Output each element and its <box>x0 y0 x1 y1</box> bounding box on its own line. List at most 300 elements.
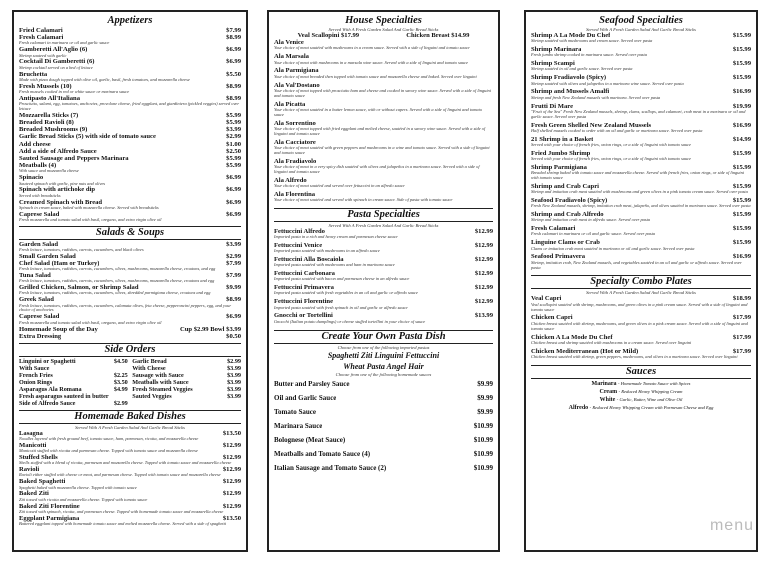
item-description: Shrimp sautéed in oil and garlic sauce. Served over pasta <box>531 66 633 72</box>
side-name: Sausage with Sauce <box>132 371 184 379</box>
item-description: Served with your choice of french fries, onion rings, or a side of linguini with tomato sauce <box>531 155 692 161</box>
item-name: Fettuccini Venice <box>274 241 323 249</box>
sauce-line <box>531 388 751 396</box>
watermark-logo: menu <box>709 517 754 534</box>
item-price: $5.99 <box>226 118 241 126</box>
item-price: $1.00 <box>226 140 241 148</box>
side-name: With Cheese <box>132 364 166 372</box>
menu-item <box>19 126 241 133</box>
side-name: Meatballs with Sauce <box>132 378 189 386</box>
item-name: Fried Jumbo Shrimp <box>531 149 591 157</box>
side-right <box>132 365 241 372</box>
item-gap <box>531 270 751 272</box>
item-description: Fresh lettuce, tomatoes, radishes, carrots, cucumbers, and black olives <box>19 246 144 252</box>
pasta-subtitle: Served With A Fresh Garden Salad And Garlic Bread Sticks <box>328 222 439 228</box>
seafood-list <box>531 32 751 272</box>
item-name: Gamberetti All'Aglio (6) <box>19 46 88 54</box>
sauce-name: Alfredo <box>568 404 589 411</box>
item-gap <box>531 360 751 362</box>
item-price: $5.99 <box>226 162 241 170</box>
item-name: Baked Spaghetti <box>19 478 66 486</box>
item-description: Clams or imitation crab meat sautéed in marinara or oil and garlic sauce. Served over pasta <box>531 245 695 251</box>
item-description: Veal scallopini sautéed with shrimp, mushrooms, and green olives in a pink cream sauce. Served with a side of linguini and tomato sauce <box>531 301 748 312</box>
item-name: Garlic Bread Sticks (5) with side of tomato sauce <box>19 133 156 141</box>
sauce-line <box>531 396 751 404</box>
item-description: Ravioli either stuffed with cheese or meat, and parmesan cheese. Topped with tomato sauce and mozzarella cheese <box>19 472 221 478</box>
item-price: $12.99 <box>474 241 493 249</box>
item-description: Chicken breast sautéed with shrimp, green peppers, mushrooms, and olives in a marinara sauce. Served over linguini <box>531 353 738 359</box>
item-description: Your choice of meat in a very spicy dish sautéed with olives and jalapeños in a marinara sauce. Served with a side of linguini and tomato sauce <box>274 163 480 174</box>
item-description: With sauce and mozzarella cheese <box>19 168 79 174</box>
own-item <box>274 419 493 433</box>
item-price: $3.99 <box>226 126 241 134</box>
side-row <box>19 372 241 379</box>
item-name: Chicken A La Mode Du Chef <box>531 333 613 341</box>
side-name: Sauted Veggies <box>132 392 172 400</box>
sauce-line <box>531 404 751 412</box>
item-price: $15.99 <box>732 211 751 219</box>
item-name: Fettuccini Carbonara <box>274 270 335 278</box>
item-name: Cocktail Di Gamberetti (6) <box>19 58 95 66</box>
item-description: Your choice of meat breaded then topped with tomato sauce and mozzarella cheese and baked. Served over linguini <box>274 73 477 79</box>
side-price: $3.99 <box>227 392 241 400</box>
item-price: $10.99 <box>473 435 493 444</box>
item-name: Add cheese <box>19 140 51 148</box>
side-name: Side of Alfredo Sauce <box>19 399 76 407</box>
item-description: Shrimp sauteed with garlic <box>19 52 67 58</box>
side-name: French Fries <box>19 371 53 379</box>
combo-list <box>531 295 751 361</box>
side-name: Fresh asparagus sauteed in butter <box>19 392 109 400</box>
item-name: Shrimp A La Mode Du Chef <box>531 32 611 39</box>
item-price: $9.99 <box>477 407 493 416</box>
own-heading: Create Your Own Pasta Dish <box>274 330 493 344</box>
side-name: With Sauce <box>19 364 50 372</box>
item-description: Fresh lettuce, tomatoes, radishes, carrots, cucumbers, olives, mushrooms, mozzarella cheese, croutons and egg <box>19 278 215 284</box>
menu-item <box>19 133 241 140</box>
item-price: $15.99 <box>732 239 751 247</box>
item-description: Fresh mussels cooked in red or white sauce or marinara sauce <box>19 88 130 94</box>
item-name: Shrimp and Crab Alfredo <box>531 211 604 219</box>
item-name: Breaded Mushrooms (9) <box>19 126 88 134</box>
item-description: Shrimp cocktail served on a bed of lettuce <box>19 64 93 70</box>
item-price: $0.50 <box>226 332 241 340</box>
item-price: $6.99 <box>226 198 241 206</box>
item-description: Shrimp, imitation crab, New Zealand mussels, and vegetables sautéed in an oil and garlic or alfredo sauce. Served over pasta <box>531 259 742 270</box>
item-price: $16.99 <box>732 253 751 261</box>
item-name: Add a side of Alfredo Sauce <box>19 147 97 155</box>
item-description: Fresh mozzarella and tomato salad with basil, oregano, and extra virgin olive oil <box>19 216 162 222</box>
item-description: Shrimp and imitation crab meat sautéed with mushrooms and green olives in a pink tomato cream sauce. Served over pasta <box>531 189 748 195</box>
item-name: Shrimp Marinara <box>531 46 582 54</box>
own-item <box>274 433 493 447</box>
item-name: Ala Picatta <box>274 100 306 108</box>
sauces-list <box>531 380 751 412</box>
side-price: $4.50 <box>113 357 128 365</box>
item-price: $3.99 <box>226 240 241 248</box>
own-choose-pasta: Choose from one of the following imported pastas <box>337 344 430 350</box>
sauce-name: Marinara <box>591 380 617 387</box>
item-price: $13.99 <box>474 312 493 320</box>
chicken-price: $14.99 <box>451 32 470 39</box>
item-price: $15.99 <box>732 197 751 205</box>
item-name: Shrimp and Mussels Amalfi <box>531 88 610 96</box>
item-price: $17.99 <box>732 333 751 341</box>
item-description: Shrimp sautéed with mushrooms and cream sauce. Served over pasta <box>531 38 653 44</box>
sauce-line <box>531 380 751 388</box>
seafood-subtitle: Served With A Fresh Garden Salad And Garlic Bread Sticks <box>586 27 696 32</box>
item-description: Imported pasta sautéed with fresh spinach in oil and garlic or alfredo sauce <box>274 304 408 310</box>
item-price: $15.99 <box>732 225 751 233</box>
item-description: Fresh New Zealand mussels, shrimp, imitation crab meat, jalapeño, and olives sautéed in marinara sauce. Served over pasta <box>531 203 751 209</box>
item-description: Imported pasta in a rich and heavy cream and parmesan cheese sauce <box>274 234 398 240</box>
pasta-choices-1: Spaghetti Ziti Linguini Fettuccini <box>327 350 440 360</box>
item-price: $18.99 <box>732 295 751 303</box>
item-name: Shrimp Scampi <box>531 60 575 68</box>
item-description: Fresh lettuce, tomatoes, radishes, carrots, cucumbers, olives, mushrooms, mozzarella cheese, croutons, and egg <box>19 266 216 272</box>
sauce-description: - Reduced Heavy Whipping Cream <box>618 388 683 394</box>
item-description: Manicotti stuffed with ricotta and parmesan cheese. Topped with tomato sauce and mozzarella cheese <box>19 448 198 454</box>
item-description: Chicken breast and shrimp sautéed with mushrooms in a cream sauce. Served over linguini <box>531 339 692 345</box>
item-name: Marinara Sauce <box>274 421 323 430</box>
item-price: $2.50 <box>226 147 241 155</box>
item-price: $9.99 <box>477 379 493 388</box>
item-description: Spinach in cream sauce, baked with mozzarella cheese. Served with breadsticks <box>19 204 159 210</box>
item-name: Veal Capri <box>531 295 562 303</box>
item-price: $13.50 <box>222 514 241 522</box>
seafood-heading: Seafood Specialties <box>599 15 683 26</box>
item-name: Grilled Chicken, Salmon, or Shrimp Salad <box>19 284 139 292</box>
item-description: Sauteed spinach with garlic, pine nuts and olives <box>19 180 106 186</box>
item-price: $10.99 <box>473 449 493 458</box>
item-price: $5.99 <box>226 154 241 162</box>
own-item <box>274 377 493 391</box>
item-price: $8.99 <box>226 82 241 90</box>
item-name: Fresh Calamari <box>19 34 64 42</box>
item-name: Ala Parmigiana <box>274 67 319 75</box>
item-name: Small Garden Salad <box>19 252 76 260</box>
item-name: Greek Salad <box>19 296 54 304</box>
item-price: $15.99 <box>732 74 751 82</box>
item-price: $8.99 <box>226 34 241 42</box>
item-description: Your choice of meat sautéed in a butter lemon sauce, with or without capers. Served with a side of linguini and tomato sauce <box>274 106 483 117</box>
item-name: Manicotti <box>19 442 47 450</box>
item-description: Fresh jumbo shrimp cooked in marinara sauce. Served over pasta <box>531 52 647 58</box>
item-name: Ravioli <box>19 466 40 474</box>
item-price: $12.99 <box>222 490 241 498</box>
side-left <box>19 393 128 400</box>
item-description: Half shelled mussels cooked to order with an oil and garlic or marinara sauce. Served over pasta <box>531 127 703 133</box>
menu-column-middle <box>267 10 500 552</box>
item-name: Chicken Capri <box>531 314 573 322</box>
item-price: $12.99 <box>474 270 493 278</box>
own-choose-sauce: Choose from one of the following homemade sauces <box>335 371 432 377</box>
menu-item <box>19 112 241 119</box>
item-price: $12.99 <box>474 298 493 306</box>
side-left <box>19 372 128 379</box>
own-list <box>274 377 493 475</box>
baked-subtitle: Served With A Fresh Garden Salad And Garlic Bread Sticks <box>75 424 185 430</box>
item-price: $7.99 <box>226 272 241 280</box>
side-name: Fresh Steamed Veggies <box>132 385 193 393</box>
salads-list <box>19 241 241 340</box>
menu-item <box>19 253 241 260</box>
item-name: Seafood Primavera <box>531 253 586 261</box>
item-price: $15.99 <box>732 163 751 171</box>
side-price: $2.99 <box>113 399 128 407</box>
own-item <box>274 391 493 405</box>
side-name: Asparagus Ala Romana <box>19 385 82 393</box>
item-name: Shrimp Fradiavolo (Spicy) <box>531 74 607 82</box>
item-name: Fresh Mussels (10) <box>19 82 72 90</box>
own-item <box>274 447 493 461</box>
item-price: $8.99 <box>226 296 241 304</box>
side-price: $3.50 <box>113 378 128 386</box>
own-item <box>274 461 493 475</box>
item-price: $9.99 <box>226 284 241 292</box>
menu-column-left <box>12 10 248 552</box>
side-left <box>19 386 128 393</box>
item-name: Spinacio <box>19 174 44 182</box>
item-name: Ala Marsala <box>274 53 309 61</box>
menu-item <box>19 326 241 333</box>
item-description: Your choice of meat with mushrooms in a marsala wine sauce. Served with a side of linguini and tomato sauce <box>274 59 469 65</box>
pasta-heading: Pasta Specialties <box>274 208 493 222</box>
item-name: Baked Ziti Florentine <box>19 502 80 510</box>
item-price: $6.99 <box>226 186 241 194</box>
item-description: Your choice of meat sautéed and served over fettuccini in an alfredo sauce <box>274 182 405 188</box>
item-price: $16.99 <box>732 88 751 96</box>
item-name: Breaded Ravioli (8) <box>19 118 74 126</box>
item-price: $12.99 <box>222 454 241 462</box>
item-name: Ala Cacciatore <box>274 138 316 146</box>
item-price: $14.99 <box>732 135 751 143</box>
side-row <box>19 358 241 365</box>
item-name: Seafood Fradiavolo (Spicy) <box>531 197 608 205</box>
item-name: Italian Sausage and Tomato Sauce (2) <box>274 463 387 472</box>
item-description: Gnocchi (Italian potato dumplings) or cheese stuffed tortellini in your choice of sauce <box>274 318 426 324</box>
side-price: $3.99 <box>227 371 241 379</box>
item-name: Mozzarella Sticks (7) <box>19 111 79 119</box>
item-description: Ziti tossed with ricotta and mozzarella cheese. Topped with tomato sauce <box>19 496 148 502</box>
baked-heading: Homemade Baked Dishes <box>19 410 241 424</box>
side-right <box>132 393 241 400</box>
side-name: Garlic Bread <box>132 357 167 365</box>
item-description: Chicken breast sautéed with shrimp, mushrooms, and green olives in a pink cream sauce. Served with a side of linguini and tomato sauce <box>531 320 748 331</box>
item-name: Extra Dressing <box>19 332 62 340</box>
side-price: $3.99 <box>227 364 241 372</box>
item-description: Prosciutto, salami, egg, tomatoes, anchovies, provolone cheese, fried eggplant, and giardiniera (pickled veggies) served over lettuce <box>19 100 240 111</box>
item-description: "Fruit of the Sea" Fresh New Zealand mussels, shrimp, clams, scallops, and calamari, crab meat in a marinara or oil and garlic sauce. Served over pasta <box>531 108 746 119</box>
sauces-heading: Sauces <box>531 365 751 379</box>
pasta-choices-2: Wheat Pasta Angel Hair <box>343 361 424 371</box>
own-item <box>274 405 493 419</box>
item-name: Linguine Clams or Crab <box>531 239 600 247</box>
item-name: Meatballs (4) <box>19 162 57 170</box>
item-name: Meatballs and Tomato Sauce (4) <box>274 449 371 458</box>
item-description: Fresh lettuce, tomatoes, radishes, carrots, cucumbers, calamata olives, feta cheese, pepperoncini peppers, egg, and your choice of anchovies <box>19 302 232 313</box>
item-price: $12.99 <box>222 442 241 450</box>
side-name: Linguini or Spaghetti <box>19 357 76 365</box>
menu-item <box>19 141 241 148</box>
item-name: Baked Ziti <box>19 490 49 498</box>
item-name: Shrimp and Crab Capri <box>531 182 599 190</box>
item-name: Fresh Green Shelled New Zealand Mussels <box>531 121 652 129</box>
item-price: $7.99 <box>226 260 241 268</box>
side-right <box>132 379 241 386</box>
item-description: Imported pasta sautéed with mushrooms in an alfredo sauce <box>274 248 380 254</box>
item-description: Spaghetti baked with mozzarella cheese. Topped with tomato sauce <box>19 484 137 490</box>
menu-item <box>19 119 241 126</box>
item-description: Your choice of meat sautéed with mushrooms in a cream sauce. Served with a side of linguini and tomato sauce <box>274 45 470 51</box>
item-description: Noodles layered with fresh ground beef, tomato sauce, ham, parmesan, ricotta, and mozzarella cheese <box>19 436 199 442</box>
menu-item <box>19 333 241 340</box>
combo-subtitle: Served With A Fresh Garden Salad And Garlic Bread Sticks <box>586 290 696 296</box>
item-description: Your choice of meat topped with fried eggplant and melted cheese, sautéed in a savory wine sauce. Served with a side of linguini and tomato sauce <box>274 125 486 136</box>
item-name: Butter and Parsley Sauce <box>274 379 350 388</box>
item-description: Your choice of meat sautéed and served with spinach in cream sauce. Side of pasta with tomato sauce <box>274 196 453 202</box>
item-name: Chicken Mediterranean (Hot or Mild) <box>531 347 639 355</box>
item-name: Tuna Salad <box>19 272 51 280</box>
item-price: $2.99 <box>226 133 241 141</box>
item-price: $12.99 <box>222 478 241 486</box>
item-price: $2.99 <box>226 252 241 260</box>
item-name: Creamed Spinach with Bread <box>19 198 103 206</box>
item-price: $12.99 <box>474 227 493 235</box>
item-price: $15.99 <box>732 46 751 54</box>
side-row <box>19 393 241 400</box>
item-description: Ziti tossed with spinach, ricotta, and parmesan cheese. Topped with homemade tomato sauce and mozzarella cheese <box>19 508 224 514</box>
item-price: $17.99 <box>732 314 751 322</box>
item-price: $12.99 <box>222 502 241 510</box>
side-left <box>19 379 128 386</box>
item-name: Lasagna <box>19 429 43 437</box>
item-name: Oil and Garlic Sauce <box>274 393 337 402</box>
side-right <box>132 358 241 365</box>
sides-heading: Side Orders <box>19 343 241 357</box>
item-description: Shrimp sautéed with olives and jalapeños in a marinara wine sauce. Served over pasta <box>531 80 684 86</box>
house-price-row <box>274 32 493 39</box>
item-price: $12.99 <box>474 284 493 292</box>
pasta-list <box>274 228 493 327</box>
item-description: Fresh calamari in marinara or oil and garlic sauce. Served over pasta <box>531 231 655 237</box>
item-gap <box>274 203 493 205</box>
sauce-name: Cream <box>599 388 618 395</box>
item-name: Homemade Soup of the Day <box>19 325 98 333</box>
item-name: Antipasto All'Italiana <box>19 94 81 102</box>
item-name: Ala Fradiavolo <box>274 157 317 165</box>
item-name: Fettuccini Primavera <box>274 284 334 292</box>
item-name: Chef Salad (Ham or Turkey) <box>19 260 100 268</box>
menu-column-right <box>524 10 758 552</box>
side-name: Onion Rings <box>19 378 53 386</box>
item-name: Spinach with artichoke dip <box>19 186 96 194</box>
side-left <box>19 365 128 372</box>
item-description: Your choice of meat sautéed with green peppers and mushrooms in a wine and tomato sauce. Served with a side of linguini and tomato sauce <box>274 144 490 155</box>
item-price: $17.99 <box>732 347 751 355</box>
item-description: Served with your choice of french fries, onion rings, or a side of linguini with tomato sauce <box>531 141 692 147</box>
item-name: Caprese Salad <box>19 313 60 321</box>
item-price: $15.99 <box>732 149 751 157</box>
item-description: Fresh calamari in marinara or oil and garlic sauce <box>19 40 110 46</box>
side-right <box>132 400 241 407</box>
item-price: $12.99 <box>222 466 241 474</box>
item-price: $6.99 <box>226 174 241 182</box>
sauce-description: - Homemade Tomato Sauce with Spices <box>618 380 691 386</box>
sides-list <box>19 358 241 407</box>
item-description: Shells stuffed with a blend of ricotta, parmesan and mozzarella cheese. Topped with tomato sauce and mozzarella cheese <box>19 460 232 466</box>
item-name: Fried Calamari <box>19 27 63 34</box>
item-price: $15.99 <box>732 60 751 68</box>
menu-item <box>19 148 241 155</box>
item-price: $15.99 <box>732 182 751 190</box>
veal-label: Veal Scallopini <box>297 32 340 39</box>
side-price: $2.99 <box>227 357 241 365</box>
item-gap <box>274 325 493 327</box>
chicken-label: Chicken Breast <box>406 32 450 39</box>
salads-heading: Salads & Soups <box>19 226 241 240</box>
house-list <box>274 39 493 205</box>
item-description: Imported pasta sautéed with mushrooms and ham in marinara sauce <box>274 262 395 268</box>
menu-item <box>19 155 241 162</box>
side-right <box>132 372 241 379</box>
side-left <box>19 400 128 407</box>
item-price: $6.99 <box>226 313 241 321</box>
item-price: $8.99 <box>226 94 241 102</box>
item-name: Ala Val'Dostano <box>274 81 320 89</box>
item-name: Ala Alfredo <box>274 176 307 184</box>
item-price: $10.99 <box>473 421 493 430</box>
item-description: Served with breadsticks <box>19 192 61 198</box>
sauce-name: White <box>599 396 616 403</box>
sauce-description: - Garlic, Butter, Wine and Olive Oil <box>616 396 683 402</box>
item-description: Your choice of meat topped with prosciutto ham and cheese and cooked in savory wine sauce. Served with a side of linguini and tomato sauce <box>274 87 491 98</box>
item-name: Eggplant Parmigiana <box>19 514 80 522</box>
item-price: $5.99 <box>226 111 241 119</box>
side-price: $3.99 <box>227 385 241 393</box>
item-price: $9.99 <box>477 393 493 402</box>
item-name: Frutti Di Mare <box>531 102 573 110</box>
item-name: Fettuccini Alla Boscaiola <box>274 256 344 264</box>
item-name: Shrimp Parmigiana <box>531 163 587 171</box>
item-name: Fettuccini Alfredo <box>274 227 325 235</box>
item-description: Breaded shrimp baked with tomato sauce and mozzarella cheese. Served with french fries, onion rings, or side of linguini with tomato sauce <box>531 170 745 180</box>
item-name: 21 Shrimp in a Basket <box>531 135 594 143</box>
side-row <box>19 379 241 386</box>
side-price: $2.25 <box>113 371 128 379</box>
appetizers-list <box>19 27 241 223</box>
item-name: Ala Sorrentino <box>274 119 316 127</box>
sauce-description: - Reduced Heavy Whipping Cream with Parmesan Cheese and Egg <box>589 404 714 410</box>
item-description: Shrimp and fresh New Zealand mussels with marinara. Served over pasta <box>531 94 661 100</box>
side-row <box>19 365 241 372</box>
item-name: Bolognese (Meat Sauce) <box>274 435 346 444</box>
item-name: Gnocchi or Tortellini <box>274 312 333 320</box>
item-name: Ala Florentina <box>274 190 316 198</box>
item-price: $13.50 <box>222 429 241 437</box>
house-subtitle: Served With A Fresh Garden Salad And Garlic Bread Sticks <box>328 27 439 32</box>
item-name: Stuffed Shells <box>19 454 58 462</box>
side-left <box>19 358 128 365</box>
item-name: Ala Venice <box>274 39 304 47</box>
item-price: $6.99 <box>226 46 241 54</box>
item-price: $12.99 <box>474 256 493 264</box>
side-price: $3.99 <box>227 378 241 386</box>
item-description: Imported pasta sautéed with bacon and parmesan cheese in an alfredo sauce <box>274 276 410 282</box>
side-row <box>19 400 241 407</box>
item-description: Made with pizza dough topped with olive oil, garlic, basil, fresh tomatoes, and mozzarella cheese <box>19 76 190 82</box>
appetizers-heading: Appetizers <box>107 15 153 26</box>
